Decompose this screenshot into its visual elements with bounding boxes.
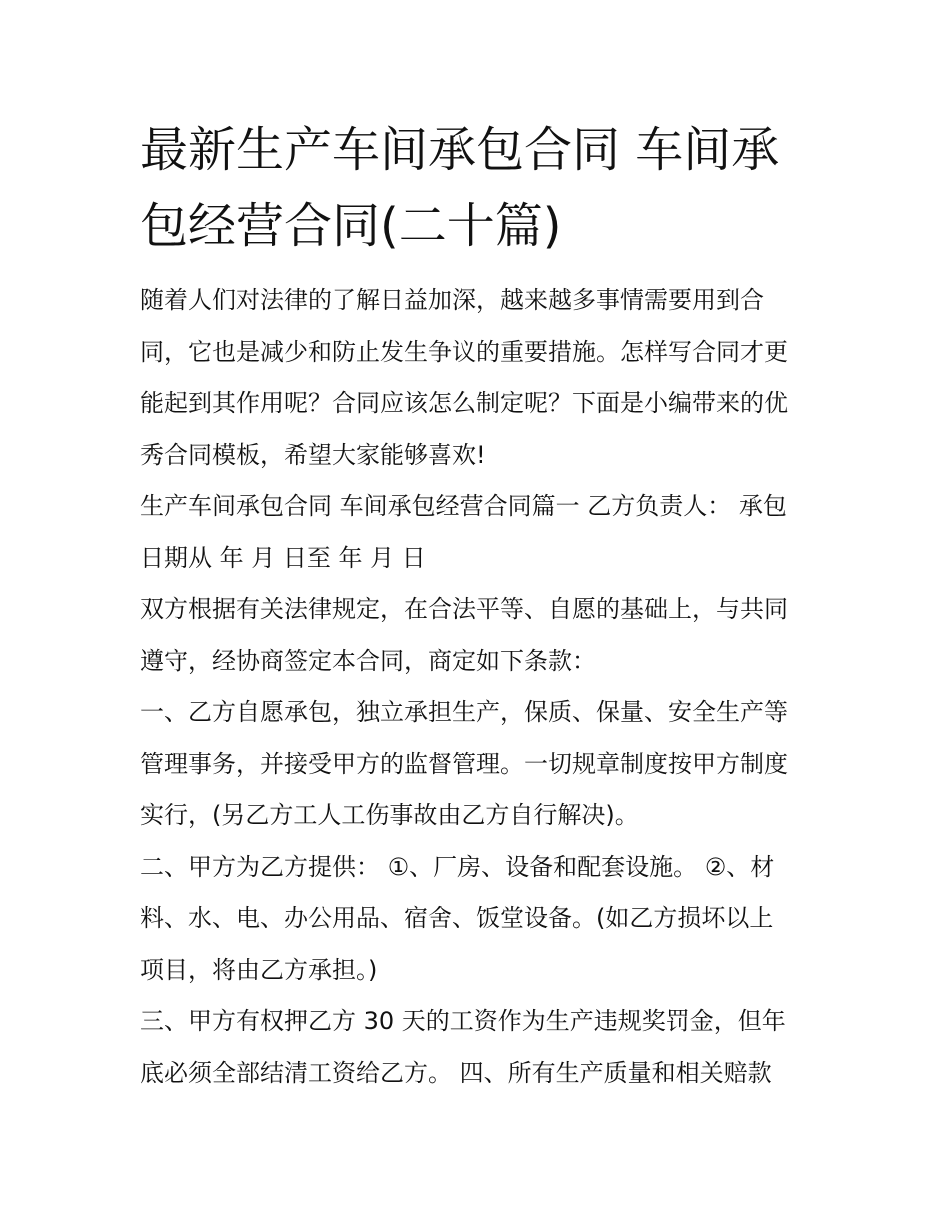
body-line: 一、乙方自愿承包，独立承担生产，保质、保量、安全生产等 — [140, 698, 788, 726]
body-line: 底必须全部结清工资给乙方。 四、所有生产质量和相关赔款 — [140, 1058, 772, 1087]
body-line: 能起到其作用呢？合同应该怎么制定呢？下面是小编带来的优 — [140, 389, 788, 417]
title-line: 最新生产车间承包合同 车间承 — [140, 122, 780, 178]
body-line: 项目，将由乙方承担。) — [140, 955, 378, 984]
body-line: 双方根据有关法律规定，在合法平等、自愿的基础上，与共同 — [140, 595, 788, 623]
body-line: 同，它也是减少和防止发生争议的重要措施。怎样写合同才更 — [140, 337, 788, 366]
document-body — [140, 275, 820, 1099]
title-line: 包经营合同(二十篇) — [140, 198, 562, 254]
body-line: 遵守，经协商签定本合同，商定如下条款： — [140, 646, 596, 675]
body-line: 料、水、电、办公用品、宿舍、饭堂设备。(如乙方损坏以上 — [140, 904, 774, 932]
body-line: 秀合同模板，希望大家能够喜欢! — [140, 440, 486, 469]
body-line: 日期从 年 月 日至 年 月 日 — [140, 543, 426, 572]
body-line: 三、甲方有权押乙方 30 天的工资作为生产违规奖罚金，但年 — [140, 1007, 786, 1035]
body-line: 生产车间承包合同 车间承包经营合同篇一 乙方负责人： 承包 — [140, 492, 787, 520]
document-title — [140, 112, 820, 264]
body-line: 二、甲方为乙方提供： ①、厂房、设备和配套设施。 ②、材 — [140, 852, 775, 881]
body-line: 实行，(另乙方工人工伤事故由乙方自行解决)。 — [140, 801, 639, 829]
body-line: 随着人们对法律的了解日益加深，越来越多事情需要用到合 — [140, 286, 764, 314]
body-line: 管理事务，并接受甲方的监督管理。一切规章制度按甲方制度 — [140, 749, 788, 778]
